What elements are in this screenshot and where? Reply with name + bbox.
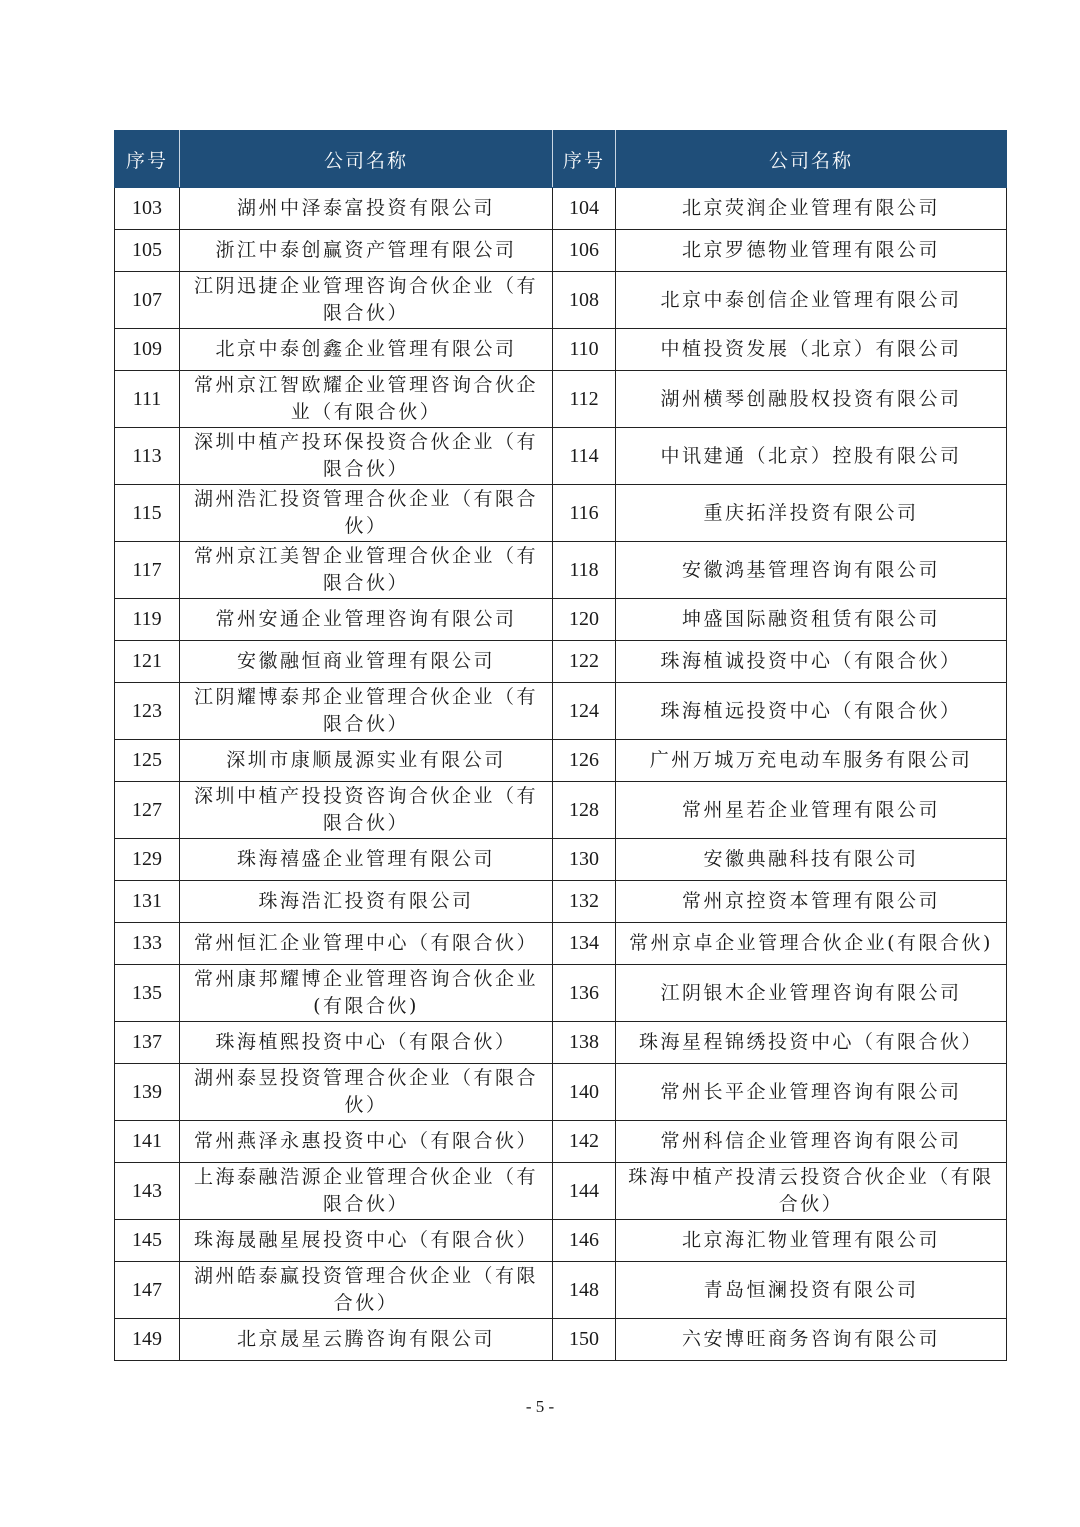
table-row (115, 599, 1007, 641)
header-serial-left: 序号 (115, 131, 180, 188)
company-name-cell: 六安博旺商务咨询有限公司 (616, 1319, 1007, 1361)
serial-number-cell: 113 (115, 428, 180, 485)
serial-number-cell: 110 (553, 329, 616, 371)
company-name-cell: 珠海浩汇投资有限公司 (180, 881, 553, 923)
company-name-cell: 深圳市康顺晟源实业有限公司 (180, 740, 553, 782)
table-row (115, 230, 1007, 272)
serial-number-cell: 116 (553, 485, 616, 542)
company-table (114, 130, 1007, 1361)
company-name-cell: 珠海植远投资中心（有限合伙） (616, 683, 1007, 740)
company-name-cell: 湖州皓泰赢投资管理合伙企业（有限合伙） (180, 1262, 553, 1319)
table-row (115, 428, 1007, 485)
company-name-cell: 常州京江智欧耀企业管理咨询合伙企业（有限合伙） (180, 371, 553, 428)
company-name-cell: 北京中泰创信企业管理有限公司 (616, 272, 1007, 329)
serial-number-cell: 123 (115, 683, 180, 740)
table-row (115, 965, 1007, 1022)
company-name-cell: 中植投资发展（北京）有限公司 (616, 329, 1007, 371)
serial-number-cell: 124 (553, 683, 616, 740)
serial-number-cell: 150 (553, 1319, 616, 1361)
company-name-cell: 珠海星程锦绣投资中心（有限合伙） (616, 1022, 1007, 1064)
table-row (115, 542, 1007, 599)
company-name-cell: 北京罗德物业管理有限公司 (616, 230, 1007, 272)
page-number: - 5 - (525, 1397, 555, 1416)
serial-number-cell: 137 (115, 1022, 180, 1064)
serial-number-cell: 111 (115, 371, 180, 428)
company-name-cell: 常州安通企业管理咨询有限公司 (180, 599, 553, 641)
company-name-cell: 北京海汇物业管理有限公司 (616, 1220, 1007, 1262)
company-name-cell: 常州恒汇企业管理中心（有限合伙） (180, 923, 553, 965)
serial-number-cell: 134 (553, 923, 616, 965)
table-row (115, 485, 1007, 542)
company-name-cell: 安徽融恒商业管理有限公司 (180, 641, 553, 683)
company-name-cell: 深圳中植产投投资咨询合伙企业（有限合伙） (180, 782, 553, 839)
company-name-cell: 常州科信企业管理咨询有限公司 (616, 1121, 1007, 1163)
table-row (115, 683, 1007, 740)
company-name-cell: 湖州中泽泰富投资有限公司 (180, 188, 553, 230)
table-row (115, 740, 1007, 782)
serial-number-cell: 121 (115, 641, 180, 683)
serial-number-cell: 127 (115, 782, 180, 839)
company-name-cell: 中讯建通（北京）控股有限公司 (616, 428, 1007, 485)
table-body (115, 188, 1007, 1361)
company-name-cell: 常州星若企业管理有限公司 (616, 782, 1007, 839)
company-name-cell: 珠海中植产投清云投资合伙企业（有限合伙） (616, 1163, 1007, 1220)
header-serial-right: 序号 (553, 131, 616, 188)
serial-number-cell: 118 (553, 542, 616, 599)
serial-number-cell: 145 (115, 1220, 180, 1262)
serial-number-cell: 128 (553, 782, 616, 839)
company-name-cell: 珠海禧盛企业管理有限公司 (180, 839, 553, 881)
company-name-cell: 北京晟星云腾咨询有限公司 (180, 1319, 553, 1361)
company-name-cell: 安徽鸿基管理咨询有限公司 (616, 542, 1007, 599)
serial-number-cell: 142 (553, 1121, 616, 1163)
company-name-cell: 湖州泰昱投资管理合伙企业（有限合伙） (180, 1064, 553, 1121)
serial-number-cell: 104 (553, 188, 616, 230)
table-row (115, 1064, 1007, 1121)
company-name-cell: 青岛恒澜投资有限公司 (616, 1262, 1007, 1319)
company-name-cell: 湖州横琴创融股权投资有限公司 (616, 371, 1007, 428)
company-name-cell: 上海泰融浩源企业管理合伙企业（有限合伙） (180, 1163, 553, 1220)
table-row (115, 371, 1007, 428)
serial-number-cell: 103 (115, 188, 180, 230)
table-row (115, 782, 1007, 839)
serial-number-cell: 135 (115, 965, 180, 1022)
table-row (115, 839, 1007, 881)
serial-number-cell: 148 (553, 1262, 616, 1319)
serial-number-cell: 109 (115, 329, 180, 371)
company-name-cell: 湖州浩汇投资管理合伙企业（有限合伙） (180, 485, 553, 542)
company-name-cell: 珠海植熙投资中心（有限合伙） (180, 1022, 553, 1064)
company-name-cell: 北京荧润企业管理有限公司 (616, 188, 1007, 230)
company-name-cell: 常州京卓企业管理合伙企业(有限合伙) (616, 923, 1007, 965)
table-row (115, 1121, 1007, 1163)
serial-number-cell: 131 (115, 881, 180, 923)
company-name-cell: 广州万城万充电动车服务有限公司 (616, 740, 1007, 782)
header-company-left: 公司名称 (180, 131, 553, 188)
serial-number-cell: 120 (553, 599, 616, 641)
serial-number-cell: 125 (115, 740, 180, 782)
serial-number-cell: 136 (553, 965, 616, 1022)
serial-number-cell: 149 (115, 1319, 180, 1361)
table-header-row (115, 131, 1007, 188)
serial-number-cell: 133 (115, 923, 180, 965)
company-name-cell: 江阴迅捷企业管理咨询合伙企业（有限合伙） (180, 272, 553, 329)
serial-number-cell: 117 (115, 542, 180, 599)
table-row (115, 188, 1007, 230)
company-name-cell: 常州燕泽永惠投资中心（有限合伙） (180, 1121, 553, 1163)
company-name-cell: 江阴银木企业管理咨询有限公司 (616, 965, 1007, 1022)
company-name-cell: 坤盛国际融资租赁有限公司 (616, 599, 1007, 641)
serial-number-cell: 144 (553, 1163, 616, 1220)
table-row (115, 881, 1007, 923)
serial-number-cell: 112 (553, 371, 616, 428)
serial-number-cell: 138 (553, 1022, 616, 1064)
serial-number-cell: 108 (553, 272, 616, 329)
company-name-cell: 珠海植诚投资中心（有限合伙） (616, 641, 1007, 683)
serial-number-cell: 143 (115, 1163, 180, 1220)
table-row (115, 1022, 1007, 1064)
table-row (115, 923, 1007, 965)
serial-number-cell: 139 (115, 1064, 180, 1121)
serial-number-cell: 119 (115, 599, 180, 641)
company-name-cell: 常州京控资本管理有限公司 (616, 881, 1007, 923)
company-name-cell: 珠海晟融星展投资中心（有限合伙） (180, 1220, 553, 1262)
company-name-cell: 重庆拓洋投资有限公司 (616, 485, 1007, 542)
table-row (115, 329, 1007, 371)
company-name-cell: 浙江中泰创赢资产管理有限公司 (180, 230, 553, 272)
serial-number-cell: 115 (115, 485, 180, 542)
serial-number-cell: 140 (553, 1064, 616, 1121)
table-row (115, 1220, 1007, 1262)
serial-number-cell: 132 (553, 881, 616, 923)
serial-number-cell: 107 (115, 272, 180, 329)
serial-number-cell: 130 (553, 839, 616, 881)
serial-number-cell: 106 (553, 230, 616, 272)
serial-number-cell: 105 (115, 230, 180, 272)
company-name-cell: 常州康邦耀博企业管理咨询合伙企业(有限合伙) (180, 965, 553, 1022)
table-row (115, 272, 1007, 329)
company-name-cell: 安徽典融科技有限公司 (616, 839, 1007, 881)
table-row (115, 641, 1007, 683)
serial-number-cell: 114 (553, 428, 616, 485)
serial-number-cell: 141 (115, 1121, 180, 1163)
table-row (115, 1163, 1007, 1220)
serial-number-cell: 122 (553, 641, 616, 683)
serial-number-cell: 146 (553, 1220, 616, 1262)
company-name-cell: 常州长平企业管理咨询有限公司 (616, 1064, 1007, 1121)
company-name-cell: 北京中泰创鑫企业管理有限公司 (180, 329, 553, 371)
table-row (115, 1319, 1007, 1361)
company-name-cell: 深圳中植产投环保投资合伙企业（有限合伙） (180, 428, 553, 485)
company-name-cell: 江阴耀博泰邦企业管理合伙企业（有限合伙） (180, 683, 553, 740)
company-name-cell: 常州京江美智企业管理合伙企业（有限合伙） (180, 542, 553, 599)
table-row (115, 1262, 1007, 1319)
serial-number-cell: 126 (553, 740, 616, 782)
serial-number-cell: 147 (115, 1262, 180, 1319)
serial-number-cell: 129 (115, 839, 180, 881)
header-company-right: 公司名称 (616, 131, 1007, 188)
